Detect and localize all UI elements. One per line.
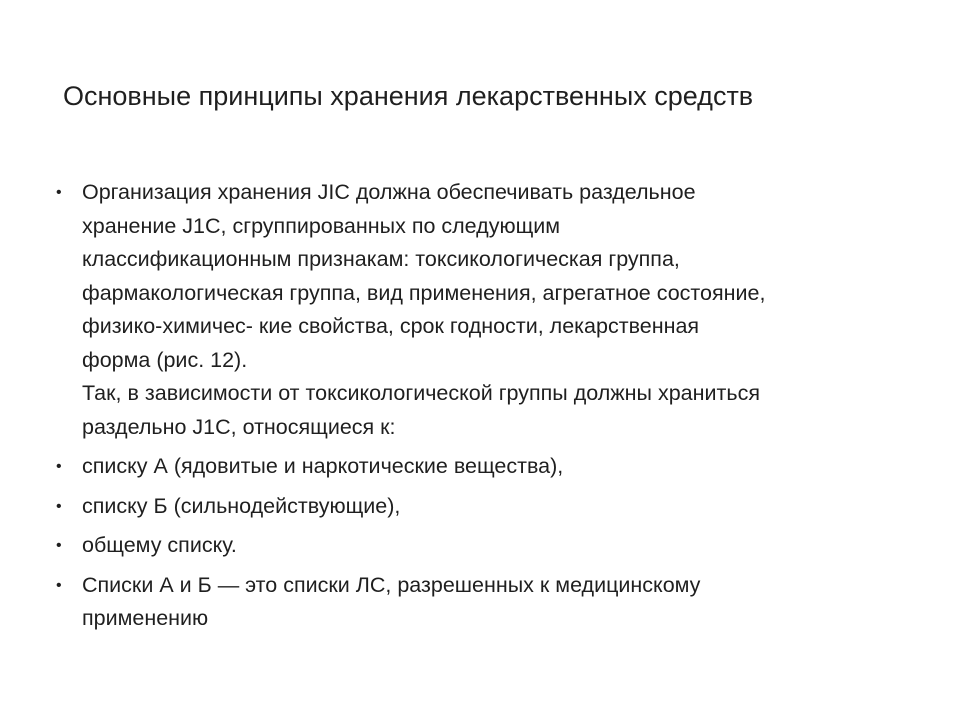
bullet-item (56, 450, 916, 484)
bullet-text-line: Так, в зависимости от токсикологической группы должны храниться (82, 381, 760, 405)
bullet-text-line: Списки А и Б — это списки ЛС, разрешенных к медицинскому (82, 572, 701, 597)
bullet-item (56, 176, 916, 444)
bullet-text-line: списку А (ядовитые и наркотические вещества), (82, 454, 564, 478)
bullet-text-line: физико-химичес- кие свойства, срок годности, лекарственная (82, 314, 700, 338)
bullet-list (56, 176, 916, 642)
bullet-dot-icon: • (56, 537, 62, 554)
bullet-text-line: форма (рис. 12). (82, 347, 248, 372)
bullet-text-line: списку Б (сильнодействующие), (82, 493, 401, 518)
bullet-dot-icon: • (56, 458, 62, 475)
bullet-text-line: хранение J1C, сгруппированных по следующим (82, 213, 561, 238)
bullet-text-line: классификационным признакам: токсикологическая группа, (82, 247, 680, 271)
bullet-item (56, 529, 916, 563)
bullet-dot-icon: • (56, 184, 62, 201)
bullet-dot-icon: • (56, 497, 62, 515)
slide-title: Основные принципы хранения лекарственных средств (63, 81, 754, 111)
bullet-item (56, 490, 916, 524)
bullet-text-line: применению (82, 606, 209, 630)
bullet-text-line: Организация хранения JIC должна обеспечивать раздельное (82, 180, 696, 204)
bullet-dot-icon: • (56, 576, 62, 594)
bullet-text-line: фармакологическая группа, вид применения, агрегатное состояние, (82, 280, 766, 305)
bullet-item (56, 569, 916, 636)
bullet-text-line: раздельно J1C, относящиеся к: (82, 414, 396, 439)
bullet-text-line: общему списку. (82, 533, 237, 557)
